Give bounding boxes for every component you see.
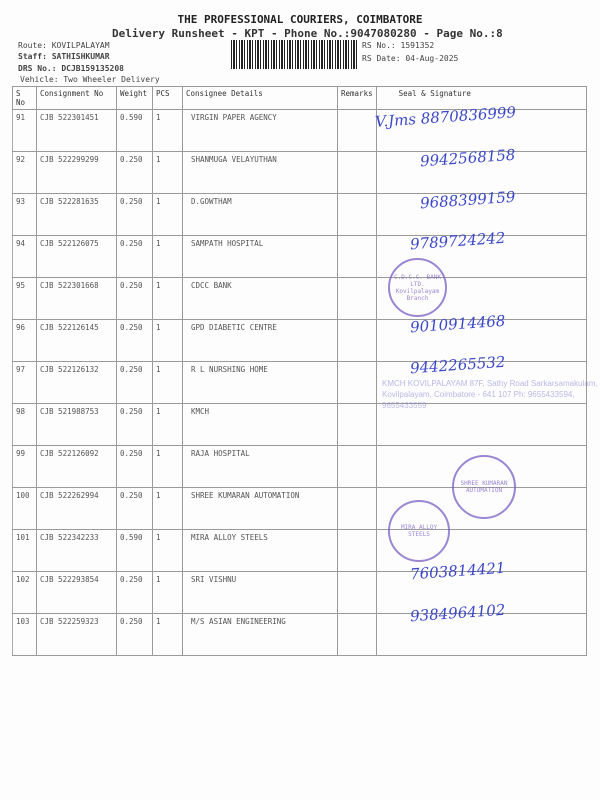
weight: 0.250 (117, 236, 153, 278)
consignment-number: CJB 522293854 (37, 572, 117, 614)
weight: 0.250 (117, 488, 153, 530)
cdcc-bank-stamp: C.D.C.C. BANK LTD. Kovilpalayam Branch (388, 258, 447, 317)
serial-number: 98 (13, 404, 37, 446)
serial-number: 102 (13, 572, 37, 614)
pieces: 1 (153, 362, 183, 404)
serial-number: 101 (13, 530, 37, 572)
consignment-number: CJB 522126075 (37, 236, 117, 278)
consignee-name: VIRGIN PAPER AGENCY (183, 110, 338, 152)
consignment-number: CJB 522301451 (37, 110, 117, 152)
weight: 0.250 (117, 572, 153, 614)
consignment-number: CJB 522126092 (37, 446, 117, 488)
mira-alloy-stamp: MIRA ALLOY STEELS (388, 500, 450, 562)
company-title: THE PROFESSIONAL COURIERS, COIMBATORE (177, 13, 423, 26)
consignment-number: CJB 522299299 (37, 152, 117, 194)
consignee-name: M/S ASIAN ENGINEERING (183, 614, 338, 656)
remarks-cell (338, 152, 377, 194)
consignee-name: R L NURSHING HOME (183, 362, 338, 404)
pieces: 1 (153, 572, 183, 614)
serial-number: 95 (13, 278, 37, 320)
consignee-name: SHREE KUMARAN AUTOMATION (183, 488, 338, 530)
handwritten-signature: 9688399159 (419, 187, 516, 212)
consignment-number: CJB 522126145 (37, 320, 117, 362)
consignee-name: SAMPATH HOSPITAL (183, 236, 338, 278)
remarks-cell (338, 278, 377, 320)
remarks-cell (338, 446, 377, 488)
weight: 0.250 (117, 320, 153, 362)
remarks-cell (338, 362, 377, 404)
serial-number: 99 (13, 446, 37, 488)
pieces: 1 (153, 278, 183, 320)
staff: Staff: SATHISHKUMAR (18, 52, 110, 61)
weight: 0.250 (117, 278, 153, 320)
remarks-cell (338, 404, 377, 446)
remarks-cell (338, 236, 377, 278)
col-weight: Weight (117, 87, 153, 110)
col-sno: S No (13, 87, 37, 110)
consignee-name: RAJA HOSPITAL (183, 446, 338, 488)
consignment-number: CJB 522281635 (37, 194, 117, 236)
serial-number: 94 (13, 236, 37, 278)
drs-number: DRS No.: DCJB159135208 (18, 64, 124, 73)
weight: 0.250 (117, 194, 153, 236)
rs-number: RS No.: 1591352 (362, 41, 435, 50)
handwritten-signature: 9010914468 (409, 311, 506, 336)
handwritten-signature: 9789724242 (409, 228, 506, 254)
route: Route: KOVILPALAYAM (18, 41, 110, 50)
col-remarks: Remarks (338, 87, 377, 110)
remarks-cell (338, 572, 377, 614)
consignment-number: CJB 522126132 (37, 362, 117, 404)
weight: 0.590 (117, 110, 153, 152)
pieces: 1 (153, 530, 183, 572)
pieces: 1 (153, 446, 183, 488)
vehicle: Vehicle: Two Wheeler Delivery (20, 75, 160, 84)
serial-number: 92 (13, 152, 37, 194)
serial-number: 91 (13, 110, 37, 152)
handwritten-signature: 9442265532 (409, 352, 506, 378)
consignee-name: GPD DIABETIC CENTRE (183, 320, 338, 362)
weight: 0.250 (117, 614, 153, 656)
serial-number: 103 (13, 614, 37, 656)
serial-number: 100 (13, 488, 37, 530)
serial-number: 93 (13, 194, 37, 236)
consignee-name: SHANMUGA VELAYUTHAN (183, 152, 338, 194)
remarks-cell (338, 320, 377, 362)
pieces: 1 (153, 320, 183, 362)
pieces: 1 (153, 110, 183, 152)
pieces: 1 (153, 152, 183, 194)
weight: 0.250 (117, 446, 153, 488)
pieces: 1 (153, 614, 183, 656)
weight: 0.590 (117, 530, 153, 572)
consignee-name: SRI VISHNU (183, 572, 338, 614)
table-row (13, 614, 587, 656)
handwritten-signature: V.Jms 8870836999 (374, 103, 517, 131)
consignment-number: CJB 522301668 (37, 278, 117, 320)
consignee-name: CDCC BANK (183, 278, 338, 320)
kmch-stamp: KMCH KOVILPALAYAM 87F, Sathy Road Sarkarsamakulam, Kovilpalayam, Coimbatore - 641 107 Ph: 9655433594, 9655433559 (382, 379, 598, 410)
runsheet-subtitle: Delivery Runsheet - KPT - Phone No.:9047080280 - Page No.:8 (112, 27, 503, 40)
col-seal: Seal & Signature (376, 87, 586, 110)
weight: 0.250 (117, 152, 153, 194)
serial-number: 96 (13, 320, 37, 362)
remarks-cell (338, 488, 377, 530)
pieces: 1 (153, 194, 183, 236)
handwritten-signature: 9942568158 (419, 145, 516, 171)
consignment-number: CJB 522259323 (37, 614, 117, 656)
serial-number: 97 (13, 362, 37, 404)
remarks-cell (338, 614, 377, 656)
col-consignee: Consignee Details (183, 87, 338, 110)
consignee-name: D.GOWTHAM (183, 194, 338, 236)
consignment-number: CJB 522342233 (37, 530, 117, 572)
shree-kumaran-stamp: SHREE KUMARAN AUTOMATION (452, 455, 516, 519)
col-pcs: PCS (153, 87, 183, 110)
weight: 0.250 (117, 362, 153, 404)
pieces: 1 (153, 404, 183, 446)
consignee-name: MIRA ALLOY STEELS (183, 530, 338, 572)
remarks-cell (338, 110, 377, 152)
pieces: 1 (153, 236, 183, 278)
col-consignment: Consignment No (37, 87, 117, 110)
consignee-name: KMCH (183, 404, 338, 446)
barcode (231, 40, 358, 69)
consignment-number: CJB 522262994 (37, 488, 117, 530)
handwritten-signature: 7603814421 (409, 558, 506, 584)
weight: 0.250 (117, 404, 153, 446)
pieces: 1 (153, 488, 183, 530)
handwritten-signature: 9384964102 (409, 600, 506, 625)
remarks-cell (338, 194, 377, 236)
remarks-cell (338, 530, 377, 572)
consignment-number: CJB 521988753 (37, 404, 117, 446)
rs-date: RS Date: 04-Aug-2025 (362, 54, 459, 63)
